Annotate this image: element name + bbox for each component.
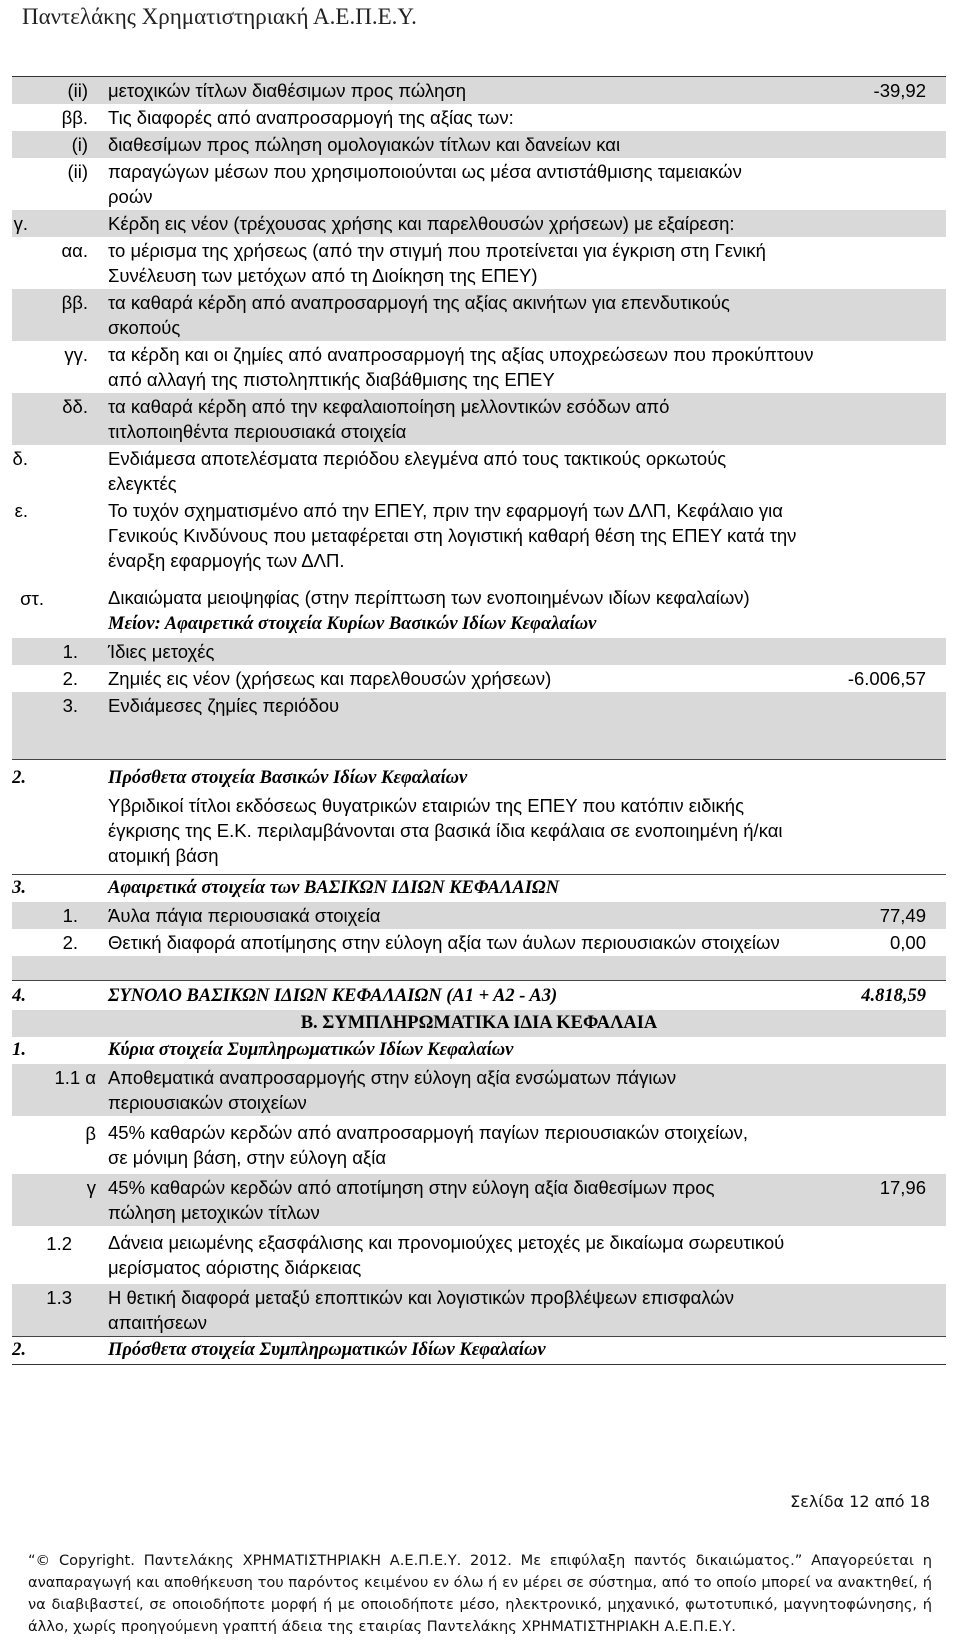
- row-text: Κέρδη εις νέον (τρέχουσας χρήσης και παρελθουσών χρήσεων) με εξαίρεση:: [108, 213, 735, 234]
- table-row: [12, 1284, 946, 1336]
- row-text: Τις διαφορές από αναπροσαρμογή της αξίας των:: [108, 107, 514, 128]
- row-number: 1.: [12, 1040, 26, 1060]
- section-title: Αφαιρετικά στοιχεία των ΒΑΣΙΚΩΝ ΙΔΙΩΝ ΚΕΦΑΛΑΙΩΝ: [108, 878, 560, 898]
- row-number: (i): [71, 134, 88, 155]
- row-value: 17,96: [879, 1177, 926, 1198]
- section-title: Πρόσθετα στοιχεία Συμπληρωματικών Ιδίων Κεφαλαίων: [108, 1340, 546, 1360]
- table-row: [12, 1037, 946, 1064]
- table-row: [12, 341, 946, 393]
- table-row: [12, 158, 946, 210]
- row-number: 2.: [62, 932, 78, 953]
- row-number: στ.: [20, 588, 44, 609]
- section-title: Πρόσθετα στοιχεία Βασικών Ιδίων Κεφαλαίων: [108, 768, 468, 788]
- row-text: Το τυχόν σχηματισμένο από την ΕΠΕΥ, πριν την εφαρμογή των ΔΛΠ, Κεφάλαιο για Γενικούς Κινδύνους που μεταφέρεται στη λογιστική καθαρή θέση της ΕΠΕΥ κατά την έναρξη εφαρμογής των ΔΛΠ.: [108, 500, 797, 571]
- row-value: 0,00: [889, 932, 926, 953]
- table-row: [12, 131, 946, 158]
- row-number: ε.: [14, 500, 28, 521]
- row-number: ββ.: [61, 107, 88, 128]
- table-row: [12, 237, 946, 289]
- row-text: Ενδιάμεσες ζημίες περιόδου: [108, 695, 340, 716]
- table-row: [12, 579, 946, 611]
- row-text: Ενδιάμεσα αποτελέσματα περιόδου ελεγμένα από τους τακτικούς ορκωτούς ελεγκτές: [108, 448, 727, 494]
- row-number: ββ.: [61, 292, 88, 313]
- table-row: [12, 393, 946, 445]
- row-number: 2.: [12, 768, 26, 788]
- table-row: [12, 902, 946, 929]
- row-number: δ.: [12, 448, 28, 469]
- row-text: διαθεσίμων προς πώληση ομολογιακών τίτλων και δανείων και: [108, 134, 621, 155]
- table-row: [12, 638, 946, 665]
- table-row: [12, 1010, 946, 1037]
- row-text: Ίδιες μετοχές: [108, 641, 215, 662]
- table-row: [12, 874, 946, 902]
- row-text: Άυλα πάγια περιουσιακά στοιχεία: [108, 905, 381, 926]
- table-row: [12, 1336, 946, 1364]
- row-number: β: [85, 1123, 96, 1144]
- table-row: [12, 104, 946, 131]
- spacer-row: [12, 956, 946, 980]
- table-row: [12, 497, 946, 579]
- table-row: [12, 445, 946, 497]
- section-title: Κύρια στοιχεία Συμπληρωματικών Ιδίων Κεφαλαίων: [108, 1040, 514, 1060]
- table-row: [12, 692, 946, 719]
- row-number: 1.1 α: [54, 1067, 96, 1088]
- row-text: Αποθεματικά αναπροσαρμογής στην εύλογη αξία ενσώματων πάγιων περιουσιακών στοιχείων: [108, 1067, 677, 1113]
- row-number: δδ.: [62, 396, 88, 417]
- row-text: Ζημιές εις νέον (χρήσεως και παρελθουσών χρήσεων): [108, 668, 552, 689]
- row-number: (ii): [67, 161, 88, 182]
- row-text: 45% καθαρών κερδών από αποτίμηση στην εύλογη αξία διαθεσίμων προς πώληση μετοχικών τίτλων: [108, 1177, 715, 1223]
- row-text: τα κέρδη και οι ζημίες από αναπροσαρμογή της αξίας υποχρεώσεων που προκύπτουν από αλλαγή της πιστοληπτικής διαβάθμισης της ΕΠΕΥ: [108, 344, 814, 390]
- table-row: [12, 1116, 946, 1174]
- row-text: μετοχικών τίτλων διαθέσιμων προς πώληση: [108, 80, 467, 101]
- row-text: το μέρισμα της χρήσεως (από την στιγμή που προτείνεται για έγκριση στη Γενική Συνέλευση των μετόχων από τη Διοίκηση της ΕΠΕΥ): [108, 240, 766, 286]
- row-text: Η θετική διαφορά μεταξύ εποπτικών και λογιστικών προβλέψεων επισφαλών απαιτήσεων: [108, 1287, 735, 1333]
- row-number: 1.: [62, 905, 78, 926]
- row-text: τα καθαρά κέρδη από αναπροσαρμογή της αξίας ακινήτων για επενδυτικούς σκοπούς: [108, 292, 730, 338]
- row-text: τα καθαρά κέρδη από την κεφαλαιοποίηση μελλοντικών εσόδων από τιτλοποιηθέντα περιουσιακά στοιχεία: [108, 396, 670, 442]
- row-number: 1.2: [46, 1233, 72, 1254]
- table-row: [12, 611, 946, 638]
- row-number: 3.: [12, 878, 26, 898]
- row-number: γγ.: [64, 344, 88, 365]
- row-number: 2.: [62, 668, 78, 689]
- total-title: ΣΥΝΟΛΟ ΒΑΣΙΚΩΝ ΙΔΙΩΝ ΚΕΦΑΛΑΙΩΝ (Α1 + Α2 - Α3): [108, 986, 558, 1006]
- row-number: (ii): [67, 80, 88, 101]
- table-row: [12, 1064, 946, 1116]
- copyright-footer: “© Copyright. Παντελάκης ΧΡΗΜΑΤΙΣΤΗΡΙΑΚΗ Α.Ε.Π.Ε.Υ. 2012. Με επιφύλαξη παντός δικαιώματος.” Απαγορεύεται η αναπαραγωγή και αποθήκευση του παρόντος κειμένου εν όλω ή εν μέρει σε σύστημα, από το οποίο μπορεί να ανακτηθεί, ή να διαβιβαστεί, σε οποιοδήποτε μορφή ή με οποιοδήποτε μέσο, ηλεκτρονικό, μηχανικό, φωτοτυπικό, μαγνητοφώνησης, ή άλλο, χωρίς προηγούμενη γραπτή άδεια της εταιρίας Παντελάκης ΧΡΗΜΑΤΙΣΤΗΡΙΑΚΗ Α.Ε.Π.Ε.Υ.: [28, 1552, 932, 1635]
- row-text: παραγώγων μέσων που χρησιμοποιούνται ως μέσα αντιστάθμισης ταμειακών ροών: [108, 161, 742, 207]
- row-number: γ.: [13, 213, 28, 234]
- row-text: Υβριδικοί τίτλοι εκδόσεως θυγατρικών εταιριών της ΕΠΕΥ που κατόπιν ειδικής έγκρισης της Ε.Κ. περιλαμβάνονται στα βασικά ίδια κεφάλαια σε ενοποιημένη ή/και ατομική βάση: [108, 795, 783, 866]
- row-number: 1.: [62, 641, 78, 662]
- capital-table: [12, 76, 946, 1365]
- section-subtitle: Μείον: Αφαιρετικά στοιχεία Κυρίων Βασικών Ιδίων Κεφαλαίων: [108, 614, 597, 634]
- row-number: 2.: [12, 1340, 26, 1360]
- row-number: 1.3: [46, 1287, 72, 1308]
- page-number: Σελίδα 12 από 18: [790, 1492, 930, 1511]
- row-text: Θετική διαφορά αποτίμησης στην εύλογη αξία των άυλων περιουσιακών στοιχείων: [108, 932, 780, 953]
- table-row: [12, 1174, 946, 1226]
- row-value: -39,92: [873, 80, 926, 101]
- row-number: αα.: [61, 240, 88, 261]
- table-row: [12, 210, 946, 237]
- document-header: Παντελάκης Χρηματιστηριακή Α.Ε.Π.Ε.Υ.: [22, 4, 417, 29]
- table-row: [12, 759, 946, 792]
- row-number: γ: [86, 1177, 96, 1198]
- table-row: [12, 665, 946, 692]
- row-number: 4.: [12, 986, 26, 1006]
- row-number: 3.: [62, 695, 78, 716]
- spacer-row: [12, 719, 946, 759]
- table-row: [12, 77, 946, 104]
- table-row: [12, 792, 946, 874]
- table-row: [12, 1226, 946, 1284]
- table-row: [12, 980, 946, 1010]
- table-row: [12, 289, 946, 341]
- row-text: 45% καθαρών κερδών από αναπροσαρμογή παγίων περιουσιακών στοιχείων, σε μόνιμη βάση, στην εύλογη αξία: [108, 1122, 749, 1168]
- row-text: Δικαιώματα μειοψηφίας (στην περίπτωση των ενοποιημένων ιδίων κεφαλαίων): [108, 587, 750, 608]
- row-value: -6.006,57: [847, 668, 926, 689]
- row-text: Δάνεια μειωμένης εξασφάλισης και προνομιούχες μετοχές με δικαίωμα σωρευτικού μερίσματος αόριστης διάρκειας: [108, 1232, 785, 1278]
- total-value: 4.818,59: [861, 986, 926, 1006]
- row-value: 77,49: [879, 905, 926, 926]
- table-row: [12, 929, 946, 956]
- section-heading: Β. ΣΥΜΠΛΗΡΩΜΑΤΙΚΑ ΙΔΙΑ ΚΕΦΑΛΑΙΑ: [300, 1013, 658, 1033]
